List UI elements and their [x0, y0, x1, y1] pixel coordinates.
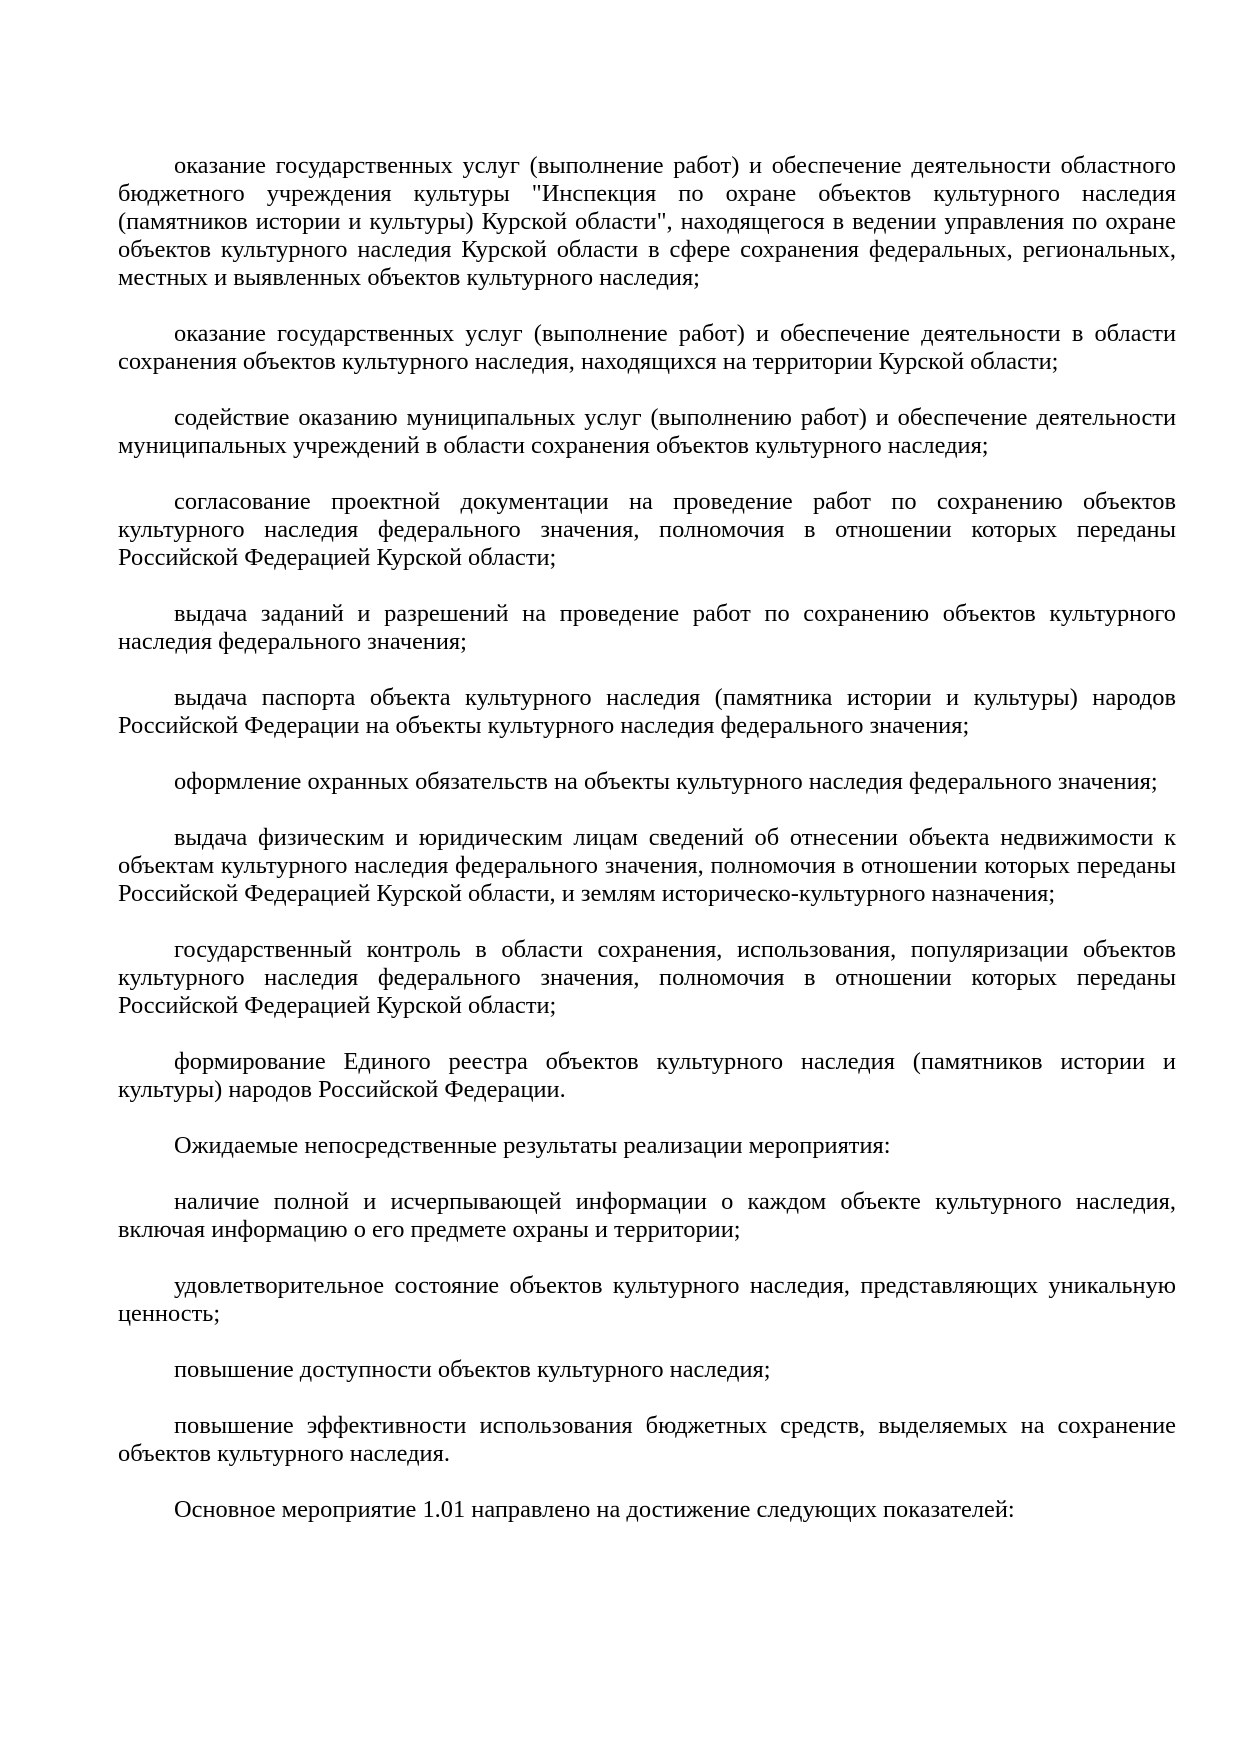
- paragraph-project-approval: согласование проектной документации на проведение работ по сохранению объектов культурного наследия федерального значения, полномочия в отношении которых переданы Российской Федерацией Курской области;: [118, 488, 1176, 571]
- paragraph-result-accessibility: повышение доступности объектов культурного наследия;: [174, 1356, 771, 1383]
- paragraph-unified-register: формирование Единого реестра объектов культурного наследия (памятников истории и культуры) народов Российской Федерации.: [118, 1048, 1176, 1103]
- paragraph-result-complete-information: наличие полной и исчерпывающей информации о каждом объекте культурного наследия, включая информацию о его предмете охраны и территории;: [118, 1188, 1176, 1243]
- paragraph-information-issuance: выдача физическим и юридическим лицам сведений об отнесении объекта недвижимости к объектам культурного наследия федерального значения, полномочия в отношении которых переданы Российской Федерацией Курской области, и землям историческо-культурного назначения;: [118, 824, 1176, 907]
- paragraph-state-control: государственный контроль в области сохранения, использования, популяризации объектов культурного наследия федерального значения, полномочия в отношении которых переданы Российской Федерацией Курской области;: [118, 936, 1176, 1019]
- paragraph-state-services: оказание государственных услуг (выполнение работ) и обеспечение деятельности в области сохранения объектов культурного наследия, находящихся на территории Курской области;: [118, 320, 1176, 375]
- paragraph-budget-institution-services: оказание государственных услуг (выполнение работ) и обеспечение деятельности областного бюджетного учреждения культуры "Инспекция по охране объектов культурного наследия (памятников истории и культуры) Курской области", находящегося в ведении управления по охране объектов культурного наследия Курской области в сфере сохранения федеральных, региональных, местных и выявленных объектов культурного наследия;: [118, 152, 1176, 291]
- paragraph-municipal-services: содействие оказанию муниципальных услуг (выполнению работ) и обеспечение деятельности муниципальных учреждений в области сохранения объектов культурного наследия;: [118, 404, 1176, 459]
- paragraph-result-budget-efficiency: повышение эффективности использования бюджетных средств, выделяемых на сохранение объектов культурного наследия.: [118, 1412, 1176, 1467]
- paragraph-protection-obligations: оформление охранных обязательств на объекты культурного наследия федерального значения;: [174, 768, 1158, 795]
- document-body: [118, 152, 1176, 1552]
- paragraph-work-permits: выдача заданий и разрешений на проведение работ по сохранению объектов культурного наследия федерального значения;: [118, 600, 1176, 655]
- paragraph-expected-results-heading: Ожидаемые непосредственные результаты реализации мероприятия:: [174, 1132, 891, 1159]
- paragraph-result-satisfactory-condition: удовлетворительное состояние объектов культурного наследия, представляющих уникальную ценность;: [118, 1272, 1176, 1327]
- paragraph-passport-issuance: выдача паспорта объекта культурного наследия (памятника истории и культуры) народов Российской Федерации на объекты культурного наследия федерального значения;: [118, 684, 1176, 739]
- paragraph-indicators-intro: Основное мероприятие 1.01 направлено на достижение следующих показателей:: [174, 1496, 1015, 1523]
